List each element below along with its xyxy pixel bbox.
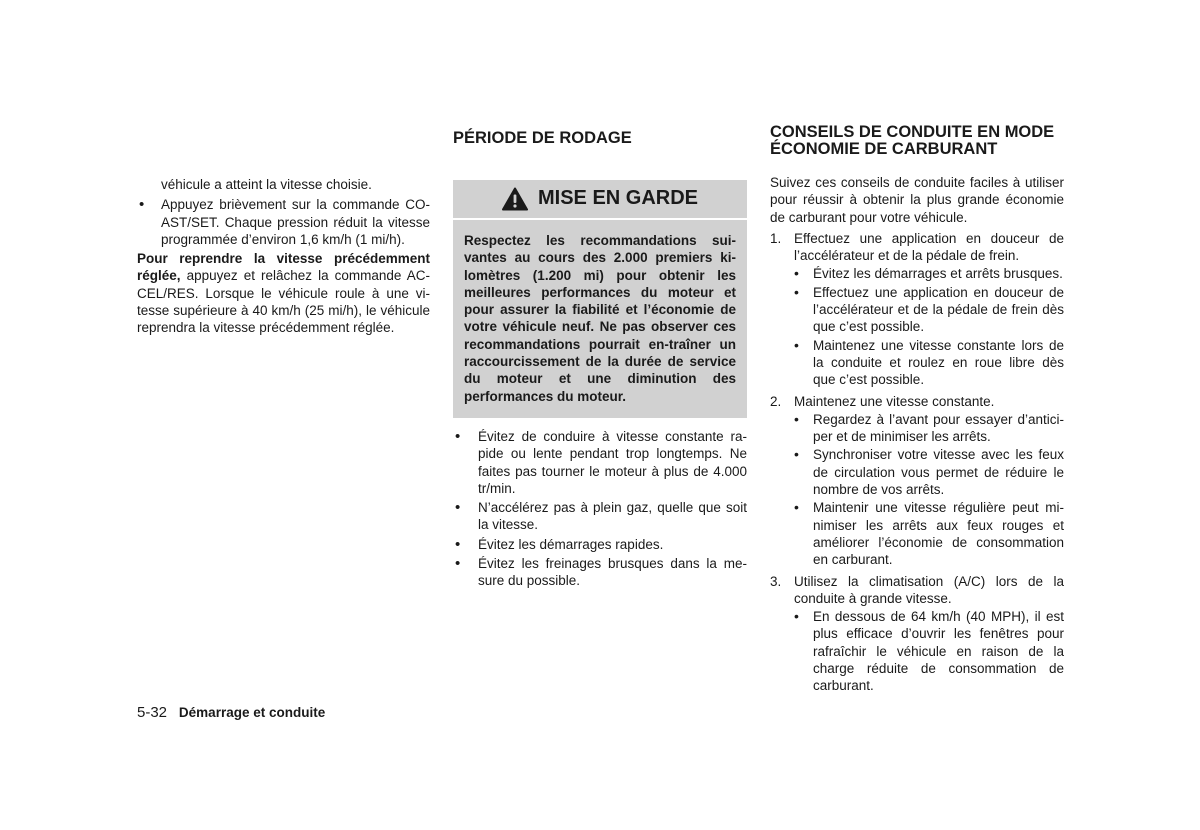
sub-bullet: • Effectuez une application en douceur de l’accélérateur et de la pédale de frein dès que c’est possible. xyxy=(770,284,1064,336)
section-heading-rodage: PÉRIODE DE RODAGE xyxy=(453,129,632,147)
section-heading-economie: CONSEILS DE CONDUITE EN MODE ÉCONOMIE DE CARBURANT xyxy=(770,123,1055,158)
bullet-item: • Appuyez brièvement sur la commande CO-AST/SET. Chaque pression réduit la vitesse programmée d’environ 1,6 km/h (1 mi/h). xyxy=(137,196,430,248)
rodage-bullet-list xyxy=(453,428,747,590)
numbered-item xyxy=(770,393,1064,410)
sub-bullet: • En dessous de 64 km/h (40 MPH), il est plus efficace d’ouvrir les fenêtres pour rafraîchir le véhicule en raison de la charge réduite de consommation de carburant. xyxy=(770,608,1064,694)
resume-paragraph xyxy=(137,250,430,336)
item-text: Utilisez la climatisation (A/C) lors de la conduite à grande vitesse. xyxy=(794,573,1064,606)
continued-text: véhicule a atteint la vitesse choisie. xyxy=(161,177,372,192)
item-number: 2. xyxy=(770,393,782,409)
section-title: Démarrage et conduite xyxy=(178,705,326,720)
warning-box xyxy=(453,180,747,418)
resume-paragraph-bold: Pour reprendre la vitesse précédemment réglée, xyxy=(137,251,430,284)
item-text: Maintenez une vitesse constante. xyxy=(794,393,995,409)
column-right xyxy=(770,124,1064,695)
sub-bullet: • Maintenez une vitesse constante lors de la conduite et roulez en roue libre dès que c’est possible. xyxy=(770,337,1064,389)
warning-header xyxy=(453,180,747,220)
column-middle xyxy=(453,130,747,592)
resume-paragraph-text: appuyez et relâchez la commande AC-CEL/RES. Lorsque le véhicule roule à une vi-tesse supérieure à 40 km/h (25 mi/h), le véhicule reprendra la vitesse précédemment réglée. xyxy=(137,268,430,336)
numbered-item xyxy=(770,230,1064,265)
sub-bullet: • Synchroniser votre vitesse avec les feux de circulation vous permet de réduire le nombre de vos arrêts. xyxy=(770,446,1064,498)
warning-title: MISE EN GARDE xyxy=(537,187,699,210)
warning-triangle-icon xyxy=(502,187,528,211)
intro-paragraph: Suivez ces conseils de conduite faciles à utiliser pour réussir à obtenir la plus grande économie de carburant pour votre véhicule. xyxy=(770,175,1064,225)
warning-body: Respectez les recommandations sui-vantes au cours des 2.000 premiers ki-lomètres (1.200 mi) pour obtenir les meilleures performances du moteur et pour assurer la fiabilité et l’économie de votre véhicule neuf. Ne pas observer ces recommandations pourrait en-traîner un raccourcissement de la durée de service du moteur et une diminution des performances du moteur. xyxy=(464,233,736,404)
numbered-item xyxy=(770,573,1064,608)
list-item: • Évitez les démarrages rapides. xyxy=(453,536,747,553)
item-number: 3. xyxy=(770,573,782,589)
column-left xyxy=(137,176,430,337)
list-item: • Évitez les freinages brusques dans la me-sure du possible. xyxy=(453,555,747,590)
page-number: 5-32 xyxy=(137,704,168,721)
sub-bullet: • Regardez à l’avant pour essayer d’antici-per et de minimiser les arrêts. xyxy=(770,411,1064,446)
list-item: • N’accélérez pas à plein gaz, quelle que soit la vitesse. xyxy=(453,499,747,534)
page-footer xyxy=(137,704,325,721)
list-item: • Évitez de conduire à vitesse constante ra-pide ou lente pendant trop longtemps. Ne faites pas tourner le moteur à plus de 4.000 tr/min. xyxy=(453,428,747,497)
item-number: 1. xyxy=(770,230,782,246)
sub-bullet: • Évitez les démarrages et arrêts brusques. xyxy=(770,265,1064,282)
sub-bullet: • Maintenir une vitesse régulière peut mi-nimiser les arrêts aux feux rouges et améliorer l’économie de consommation en carburant. xyxy=(770,499,1064,568)
item-text: Effectuez une application en douceur de l’accélérateur et de la pédale de frein. xyxy=(794,230,1064,264)
